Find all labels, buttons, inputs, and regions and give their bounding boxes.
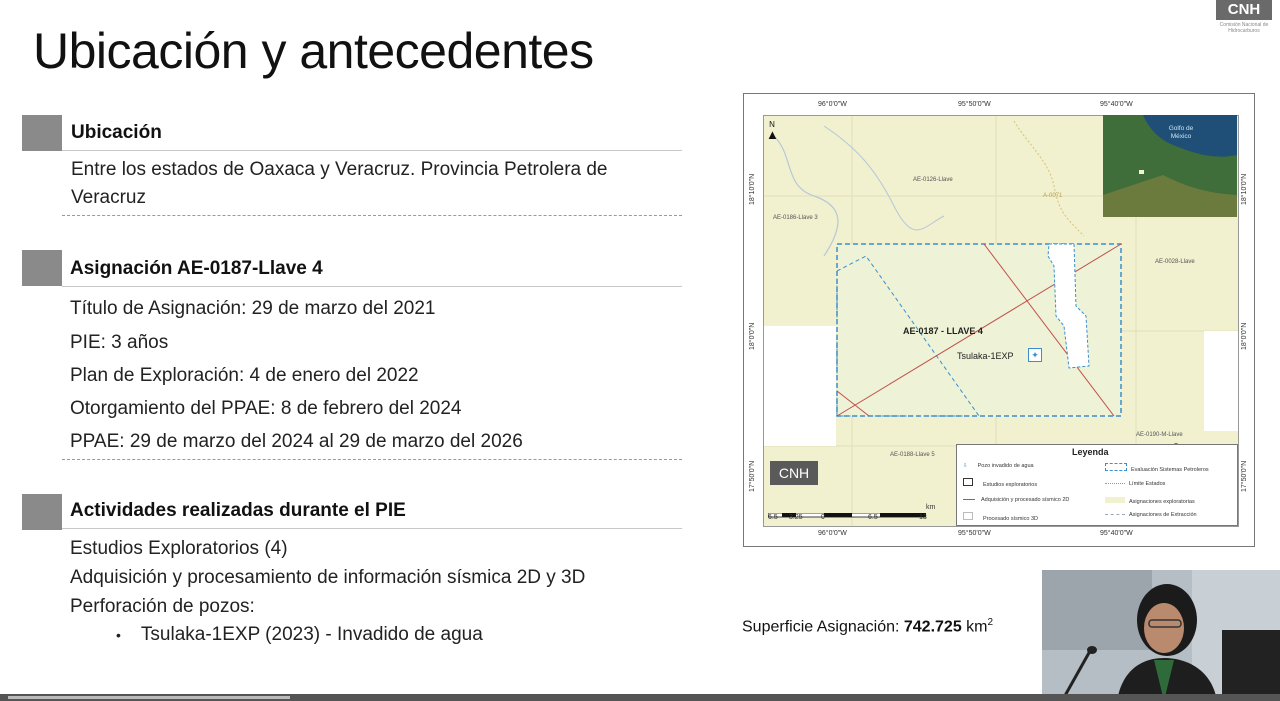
logo-subtext: Comisión Nacional de Hidrocarburos: [1219, 22, 1269, 34]
dashed-line-icon: [1105, 514, 1125, 515]
scale-label-1: 6.5: [768, 514, 778, 521]
top-coord-3: 95°40'0"W: [1100, 101, 1133, 108]
legend-item: Evaluación Sistemas Petroleros: [1105, 463, 1209, 473]
map-cnh-logo: CNH: [770, 461, 818, 485]
section-marker: [22, 250, 62, 286]
section-marker: [22, 494, 62, 530]
divider: [62, 286, 682, 287]
divider: [62, 215, 682, 216]
scale-label-2: 3.25: [789, 514, 803, 521]
left-coord-1: 18°10'0"N: [749, 173, 756, 205]
scale-label-3: 0: [821, 514, 825, 521]
section-title-actividades: Actividades realizadas durante el PIE: [70, 500, 406, 521]
logo-text: CNH: [1216, 0, 1272, 20]
divider: [62, 528, 682, 529]
dotted-line-icon: [1105, 483, 1125, 484]
scale-label-5: 13: [919, 514, 927, 521]
map-label-a0071: A-0071: [1043, 193, 1063, 199]
cnh-logo: [1216, 0, 1272, 40]
map-label-ae0028: AE-0028-Llave: [1155, 259, 1195, 265]
map-legend: [956, 444, 1238, 526]
bullet-text: Tsulaka-1EXP (2023) - Invadido de agua: [140, 624, 483, 645]
yellow-box-icon: [1105, 497, 1125, 503]
inset-map: [1103, 115, 1237, 217]
bottom-coord-3: 95°40'0"W: [1100, 530, 1133, 537]
map-label-ae0188: AE-0188-Llave 5: [890, 452, 935, 458]
superficie-label: Superficie Asignación: 742.725 $km^2$: [742, 617, 994, 636]
well-icon: ✦: [1028, 348, 1042, 362]
right-coord-3: 17°50'0"N: [1241, 460, 1248, 492]
superficie-value: 742.725: [903, 618, 962, 636]
divider: [62, 150, 682, 151]
legend-item: Adquisición y procesado sísmico 2D: [963, 497, 1069, 503]
divider: [62, 459, 682, 460]
legend-item: Asignaciones exploratorias: [1105, 497, 1195, 505]
water-well-icon: ⇩: [963, 463, 968, 469]
slide-title: Ubicación y antecedentes: [33, 23, 594, 79]
left-coord-2: 18°0'0"N: [749, 322, 756, 350]
section-title-ubicacion: Ubicación: [71, 122, 162, 143]
ubicacion-line-1: Entre los estados de Oaxaca y Veracruz. Provincia Petrolera de: [71, 159, 608, 180]
bullet-dot: •: [116, 627, 121, 643]
dashed-box-icon: [1105, 463, 1127, 471]
map-label-main: AE-0187 - LLAVE 4: [903, 326, 983, 336]
legend-title: Leyenda: [1072, 447, 1109, 457]
asignacion-line-3: Plan de Exploración: 4 de enero del 2022: [70, 365, 419, 386]
top-coord-2: 95°50'0"W: [958, 101, 991, 108]
bottom-coord-1: 96°0'0"W: [818, 530, 847, 537]
section-title-asignacion: Asignación AE-0187-Llave 4: [70, 258, 323, 279]
asignacion-line-4: Otorgamiento del PPAE: 8 de febrero del 2024: [70, 398, 462, 419]
map-label-well: Tsulaka-1EXP: [957, 351, 1014, 361]
right-coord-2: 18°0'0"N: [1241, 322, 1248, 350]
square-outline-icon: [963, 512, 973, 520]
map-label-ae0190: AE-0190-M-Llave: [1136, 432, 1183, 438]
bottom-coord-2: 95°50'0"W: [958, 530, 991, 537]
square-outline-icon: [963, 478, 973, 486]
ubicacion-line-2: Veracruz: [71, 187, 146, 208]
left-coord-3: 17°50'0"N: [749, 460, 756, 492]
top-coord-1: 96°0'0"W: [818, 101, 847, 108]
inset-label: Golfo de México: [1168, 125, 1194, 140]
actividades-line-3: Perforación de pozos:: [70, 596, 255, 617]
speaker-graphic: [1042, 570, 1280, 701]
actividades-line-2: Adquisición y procesamiento de información sísmica 2D y 3D: [70, 567, 586, 588]
legend-item: Asignaciones de Extracción: [1105, 512, 1197, 518]
bullet-item: [116, 624, 483, 646]
right-coord-1: 18°10'0"N: [1241, 173, 1248, 205]
asignacion-line-1: Título de Asignación: 29 de marzo del 2021: [70, 298, 436, 319]
video-progress-bar[interactable]: [0, 694, 1280, 701]
scale-unit: km: [926, 504, 936, 511]
speaker-video[interactable]: [1042, 570, 1280, 701]
scale-bar: [768, 506, 926, 512]
asignacion-line-5: PPAE: 29 de marzo del 2024 al 29 de marzo del 2026: [70, 431, 523, 452]
video-progress-played: [8, 696, 290, 699]
map-label-ae0126: AE-0126-Llave: [913, 177, 953, 183]
legend-item: Procesado sísmico 3D: [963, 512, 1038, 522]
scale-label-4: 6.5: [868, 514, 878, 521]
map-label-ae0186: AE-0186-Llave 3: [773, 215, 818, 221]
legend-item: ⇩ Pozo invadido de agua: [963, 463, 1034, 469]
legend-item: Estudios exploratorios: [963, 478, 1037, 488]
north-arrow-icon: N ▲: [766, 120, 779, 142]
actividades-line-1: Estudios Exploratorios (4): [70, 538, 288, 559]
section-marker: [22, 115, 62, 151]
asignacion-line-2: PIE: 3 años: [70, 332, 169, 353]
red-line-icon: [963, 499, 975, 500]
legend-item: Límite Estados: [1105, 481, 1165, 487]
